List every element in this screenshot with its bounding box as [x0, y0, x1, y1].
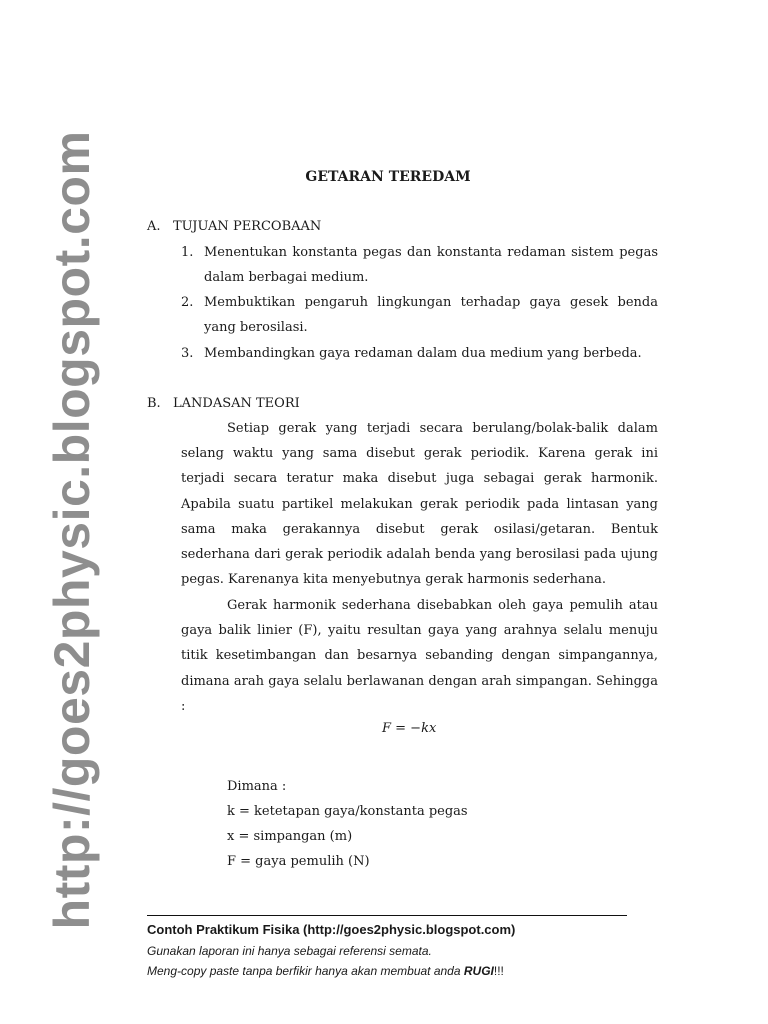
footer-note-2	[147, 964, 504, 978]
definitions-intro: Dimana :	[227, 779, 287, 794]
list-item-text: Membuktikan pengaruh lingkungan terhadap gaya gesek benda yang berosilasi.	[204, 295, 658, 335]
list-item-text: Membandingkan gaya redaman dalam dua medium yang berbeda.	[204, 346, 642, 361]
list-item	[181, 341, 658, 366]
theory-paragraph-1: Setiap gerak yang terjadi secara berulang/bolak-balik dalam selang waktu yang sama disebut gerak periodik. Karena gerak ini terjadi secara teratur maka disebut juga sebagai gerak harmonik. Apabila suatu partikel melakukan gerak periodik pada lintasan yang sama maka gerakannya disebut gerak osilasi/getaran. Bentuk sederhana dari gerak periodik adalah benda yang berosilasi pada ujung pegas. Karenanya kita menyebutnya gerak harmonis sederhana.	[181, 421, 658, 588]
definition-item: F = gaya pemulih (N)	[227, 854, 370, 869]
theory-paragraph-2: Gerak harmonik sederhana disebabkan oleh gaya pemulih atau gaya balik linier (F), yaitu resultan gaya yang arahnya selalu menuju titik kesetimbangan dan besarnya sebanding dengan simpangannya, dimana arah gaya selalu berlawanan dengan arah simpangan. Sehingga :	[181, 598, 658, 714]
definition-item: k = ketetapan gaya/konstanta pegas	[227, 804, 468, 819]
footer-note-1: Gunakan laporan ini hanya sebagai referensi semata.	[147, 944, 432, 958]
footer-divider	[147, 915, 627, 916]
section-a-heading	[147, 219, 321, 234]
footer-note-2-prefix: Meng-copy paste tanpa berfikir hanya akan membuat anda	[147, 964, 464, 978]
definition-item: x = simpangan (m)	[227, 829, 353, 844]
section-b-heading	[147, 396, 300, 411]
list-item	[181, 290, 658, 340]
document-title: GETARAN TEREDAM	[305, 169, 471, 185]
formula: F = −kx	[382, 721, 437, 736]
footer-note-2-suffix: !!!	[493, 964, 504, 978]
watermark: http://goes2physic.blogspot.com	[44, 130, 100, 930]
section-b-title: LANDASAN TEORI	[173, 396, 300, 411]
footer-note-2-emphasis: RUGI	[463, 964, 494, 978]
section-a-title: TUJUAN PERCOBAAN	[173, 219, 322, 234]
section-b-letter: B.	[147, 396, 161, 411]
list-item-number: 3.	[181, 346, 194, 361]
list-item-number: 1.	[181, 245, 194, 260]
list-item-number: 2.	[181, 295, 194, 310]
section-a-letter: A.	[147, 219, 161, 234]
list-item	[181, 240, 658, 290]
list-item-text: Menentukan konstanta pegas dan konstanta redaman sistem pegas dalam berbagai medium.	[204, 245, 658, 285]
definitions-block	[227, 774, 468, 874]
footer-title: Contoh Praktikum Fisika (http://goes2physic.blogspot.com)	[147, 922, 516, 937]
